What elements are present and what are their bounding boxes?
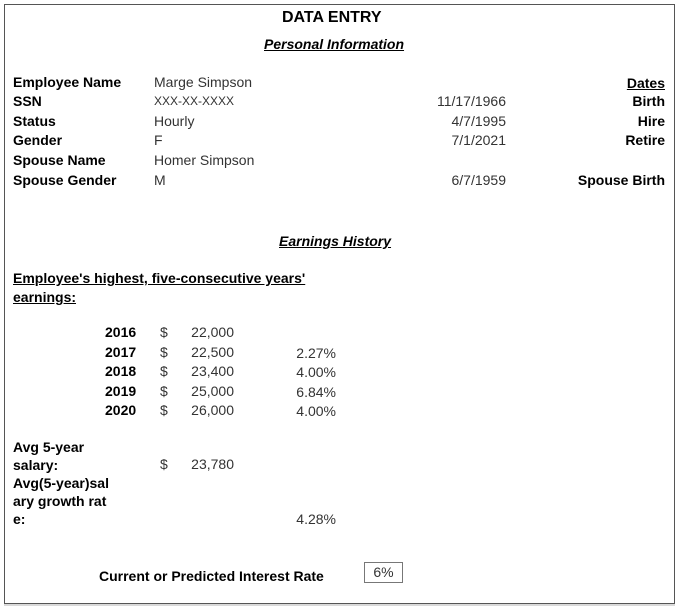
avg-growth-value: 4.28% <box>296 511 336 527</box>
hire-date-value[interactable]: 4/7/1995 <box>451 113 506 129</box>
currency-2020: $ <box>160 402 168 418</box>
gender-value[interactable]: F <box>154 132 163 148</box>
avg-salary-label: Avg 5-year salary: <box>13 439 85 473</box>
spouse-gender-value[interactable]: M <box>154 172 166 188</box>
spouse-birth-date-value[interactable]: 6/7/1959 <box>451 172 506 188</box>
currency-2017: $ <box>160 344 168 360</box>
interest-rate-label: Current or Predicted Interest Rate <box>99 568 324 584</box>
gender-label: Gender <box>13 132 63 148</box>
spouse-name-value[interactable]: Homer Simpson <box>154 152 255 168</box>
dates-heading: Dates <box>626 75 665 91</box>
avg-salary-value: 23,780 <box>191 456 234 472</box>
status-value[interactable]: Hourly <box>154 113 195 129</box>
currency-2018: $ <box>160 363 168 379</box>
growth-2019: 6.84% <box>296 384 336 400</box>
amount-2017[interactable]: 22,500 <box>191 344 234 360</box>
spouse-gender-label: Spouse Gender <box>13 172 117 188</box>
amount-2016[interactable]: 22,000 <box>191 324 234 340</box>
ssn-value[interactable]: XXX-XX-XXXX <box>154 94 235 108</box>
employee-name-label: Employee Name <box>13 74 122 90</box>
currency-2019: $ <box>160 383 168 399</box>
retire-label: Retire <box>625 132 665 148</box>
currency-2016: $ <box>160 324 168 340</box>
interest-rate-input[interactable]: 6% <box>364 562 403 583</box>
bottom-divider <box>4 604 675 606</box>
avg-growth-label: Avg(5-year)salary growth rate: <box>13 475 109 527</box>
year-2018: 2018 <box>105 363 137 379</box>
growth-2020: 4.00% <box>296 403 336 419</box>
spouse-birth-label: Spouse Birth <box>577 172 665 188</box>
employee-name-value[interactable]: Marge Simpson <box>154 74 253 90</box>
amount-2020[interactable]: 26,000 <box>191 402 234 418</box>
avg-salary-currency: $ <box>160 456 168 472</box>
year-2016: 2016 <box>105 324 137 340</box>
personal-info-heading: Personal Information <box>264 36 405 52</box>
year-2017: 2017 <box>105 344 137 360</box>
amount-2018[interactable]: 23,400 <box>191 363 234 379</box>
sheet-title: DATA ENTRY <box>282 9 382 26</box>
ssn-label: SSN <box>13 93 42 109</box>
growth-2017: 2.27% <box>296 345 336 361</box>
spouse-name-label: Spouse Name <box>13 152 106 168</box>
amount-2019[interactable]: 25,000 <box>191 383 234 399</box>
birth-label: Birth <box>632 93 665 109</box>
birth-date-value[interactable]: 11/17/1966 <box>436 93 506 109</box>
retire-date-value[interactable]: 7/1/2021 <box>451 132 506 148</box>
year-2019: 2019 <box>105 383 137 399</box>
status-label: Status <box>13 113 56 129</box>
growth-2018: 4.00% <box>296 364 336 380</box>
hire-label: Hire <box>637 113 665 129</box>
year-2020: 2020 <box>105 402 137 418</box>
earnings-subheading: Employee's highest, five-consecutive years' earnings: <box>13 270 306 305</box>
earnings-history-heading: Earnings History <box>279 233 392 249</box>
